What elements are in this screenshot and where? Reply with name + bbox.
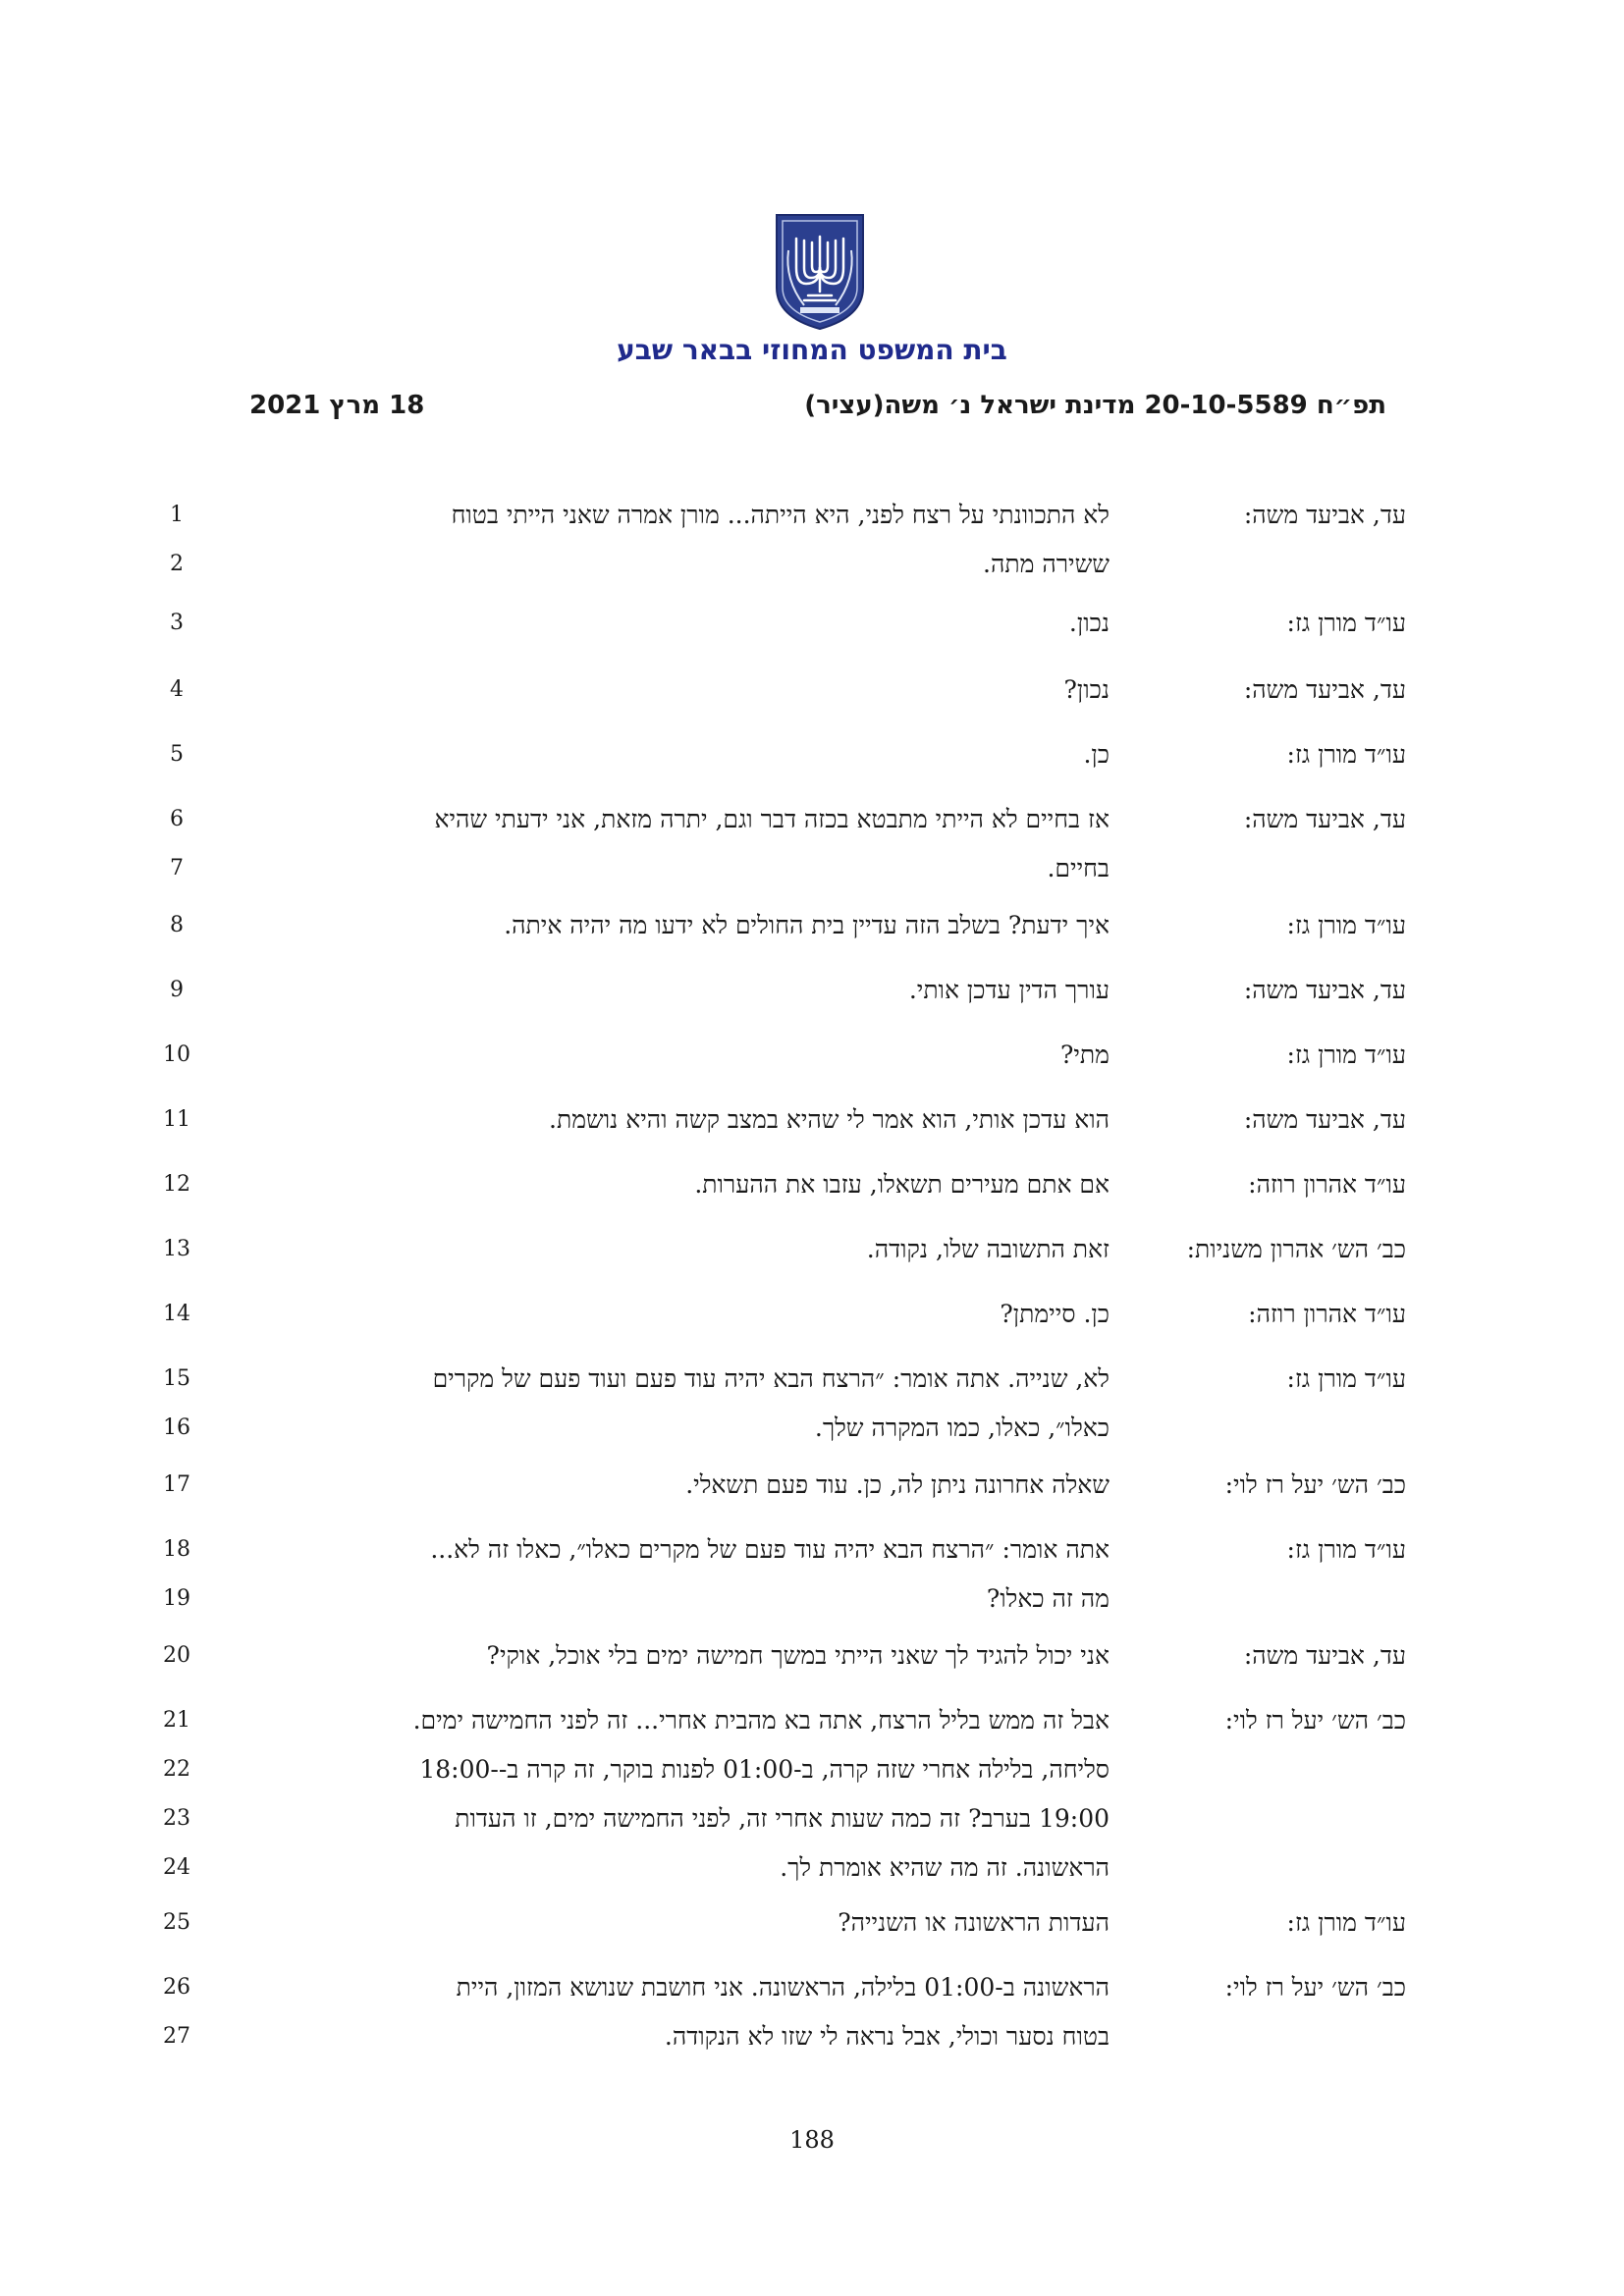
line-numbers xyxy=(147,1631,206,1681)
line-number: 16 xyxy=(163,1415,190,1440)
speech-text xyxy=(236,1963,1110,2061)
line-numbers xyxy=(147,1696,206,1893)
speech-line: לא, שנייה. אתה אומר: ״הרצח הבא יהיה עוד פעם ועוד פעם של מקרים xyxy=(432,1364,1110,1393)
speaker-name: כב׳ הש׳ יעל רז לוי: xyxy=(1224,1973,1406,2002)
speech-line: בטוח נסער וכולי, אבל נראה לי שזו לא הנקודה. xyxy=(664,2022,1110,2051)
speech-line: 19:00 בערב? זה כמה שעות אחרי זה, לפני החמישה ימים, זו העדות xyxy=(455,1804,1110,1833)
speaker-name: כב׳ הש׳ יעל רז לוי: xyxy=(1224,1706,1406,1735)
speech-line: זאת התשובה שלו, נקודה. xyxy=(866,1235,1110,1263)
speech-line: מה זה כאלו? xyxy=(986,1584,1110,1613)
speech-line: אתה אומר: ״הרצח הבא יהיה עוד פעם של מקרים כאלו״, כאלו זה לא... xyxy=(430,1535,1110,1564)
speech-line: סליחה, בלילה אחרי שזה קרה, ב-01:00 לפנות בוקר, זה קרה ב--18:00 xyxy=(419,1755,1110,1784)
line-number: 14 xyxy=(163,1302,190,1326)
line-number: 24 xyxy=(163,1855,190,1880)
court-name: בית המשפט המחוזי בבאר שבע xyxy=(617,334,1007,366)
speaker-name: עו״ד אהרון רוזה: xyxy=(1248,1170,1406,1199)
speech-text xyxy=(236,1160,1110,1209)
speech-text xyxy=(236,1631,1110,1681)
speaker-name: עד, אביעד משה: xyxy=(1243,675,1406,704)
line-numbers xyxy=(147,1225,206,1274)
line-number: 5 xyxy=(170,742,184,767)
speech-line: הוא עדכן אותי, הוא אמר לי שהיא במצב קשה והיא נושמת. xyxy=(549,1105,1110,1134)
line-number: 2 xyxy=(170,552,184,576)
speech-line: כן. xyxy=(1083,740,1110,769)
line-numbers xyxy=(147,1461,206,1510)
line-number: 19 xyxy=(163,1586,190,1611)
line-number: 11 xyxy=(163,1107,190,1132)
line-numbers xyxy=(147,666,206,715)
speech-text xyxy=(236,1461,1110,1510)
line-numbers xyxy=(147,1290,206,1339)
speech-line: הראשונה ב-01:00 בלילה, הראשונה. אני חושבת שנושא המזון, היית xyxy=(456,1973,1110,2002)
speaker-name: עו״ד מורן גז: xyxy=(1286,911,1406,939)
line-number: 1 xyxy=(170,503,184,527)
speech-line: כן. סיימתן? xyxy=(1000,1300,1110,1328)
speech-text xyxy=(236,1290,1110,1339)
speaker-name: עד, אביעד משה: xyxy=(1243,976,1406,1004)
speech-text xyxy=(236,795,1110,893)
speech-line: אז בחיים לא הייתי מתבטא בכזה דבר וגם, יתרה מזאת, אני ידעתי שהיא xyxy=(434,805,1110,833)
speech-text xyxy=(236,1696,1110,1893)
speaker-name: עד, אביעד משה: xyxy=(1243,1641,1406,1670)
speech-text xyxy=(236,666,1110,715)
speech-line: בחיים. xyxy=(1047,854,1110,882)
line-number: 20 xyxy=(163,1643,190,1668)
speech-line: אם אתם מעירים תשאלו, עזבו את ההערות. xyxy=(694,1170,1110,1199)
line-numbers xyxy=(147,795,206,893)
line-number: 26 xyxy=(163,1975,190,2000)
speaker-name: עו״ד מורן גז: xyxy=(1286,609,1406,637)
line-number: 10 xyxy=(163,1042,190,1067)
line-number: 23 xyxy=(163,1806,190,1831)
speech-text xyxy=(236,1525,1110,1624)
speech-text xyxy=(236,1225,1110,1274)
speech-line: ששירה מתה. xyxy=(983,550,1110,578)
speaker-name: עו״ד מורן גז: xyxy=(1286,740,1406,769)
speech-line: שאלה אחרונה ניתן לה, כן. עוד פעם תשאלי. xyxy=(685,1470,1110,1499)
line-number: 9 xyxy=(170,978,184,1002)
speaker-name: עו״ד מורן גז: xyxy=(1286,1535,1406,1564)
speech-line: אני יכול להגיד לך שאני הייתי במשך חמישה ימים בלי אוכל, אוקי? xyxy=(486,1641,1110,1670)
speech-text xyxy=(236,1031,1110,1080)
speaker-name: כב׳ הש׳ אהרון משניות: xyxy=(1186,1235,1406,1263)
speech-text xyxy=(236,491,1110,589)
line-number: 13 xyxy=(163,1237,190,1261)
speaker-name: עו״ד מורן גז: xyxy=(1286,1908,1406,1937)
speech-text xyxy=(236,966,1110,1015)
speaker-name: כב׳ הש׳ יעל רז לוי: xyxy=(1224,1470,1406,1499)
speaker-name: עד, אביעד משה: xyxy=(1243,1105,1406,1134)
speech-line: אבל זה ממש בליל הרצח, אתה בא מהבית אחרי... זה לפני החמישה ימים. xyxy=(412,1706,1110,1735)
line-numbers xyxy=(147,1031,206,1080)
line-number: 18 xyxy=(163,1537,190,1562)
speaker-name: עד, אביעד משה: xyxy=(1243,501,1406,529)
line-numbers xyxy=(147,599,206,648)
line-numbers xyxy=(147,491,206,589)
speech-text xyxy=(236,599,1110,648)
line-numbers xyxy=(147,1963,206,2061)
line-number: 3 xyxy=(170,611,184,635)
line-number: 17 xyxy=(163,1472,190,1497)
speaker-name: עד, אביעד משה: xyxy=(1243,805,1406,833)
speech-line: עורך הדין עדכן אותי. xyxy=(908,976,1110,1004)
line-numbers xyxy=(147,901,206,950)
speech-text xyxy=(236,1898,1110,1948)
speech-text xyxy=(236,1355,1110,1453)
hearing-date: 18 מרץ 2021 xyxy=(249,391,425,420)
line-numbers xyxy=(147,1898,206,1948)
line-number: 4 xyxy=(170,677,184,702)
line-number: 12 xyxy=(163,1172,190,1197)
line-numbers xyxy=(147,1525,206,1624)
speech-line: נכון? xyxy=(1063,675,1110,704)
speech-line: הראשונה. זה מה שהיא אומרת לך. xyxy=(780,1853,1110,1882)
line-number: 22 xyxy=(163,1757,190,1782)
speaker-name: עו״ד מורן גז: xyxy=(1286,1041,1406,1069)
speech-line: איך ידעת? בשלב הזה עדיין בית החולים לא ידעו מה יהיה איתה. xyxy=(504,911,1110,939)
page-number: 188 xyxy=(789,2126,835,2154)
speaker-name: עו״ד אהרון רוזה: xyxy=(1248,1300,1406,1328)
line-number: 25 xyxy=(163,1910,190,1935)
speaker-name: עו״ד מורן גז: xyxy=(1286,1364,1406,1393)
line-numbers xyxy=(147,730,206,779)
speech-line: נכון. xyxy=(1068,609,1110,637)
speech-line: כאלו״, כאלו, כמו המקרה שלך. xyxy=(814,1414,1110,1442)
line-numbers xyxy=(147,966,206,1015)
line-number: 27 xyxy=(163,2024,190,2049)
line-number: 7 xyxy=(170,856,184,881)
line-numbers xyxy=(147,1095,206,1145)
speech-line: לא התכוונתי על רצח לפני, היא הייתה... מורן אמרה שאני הייתי בטוח xyxy=(451,501,1110,529)
line-number: 21 xyxy=(163,1708,190,1733)
speech-line: מתי? xyxy=(1059,1041,1110,1069)
line-number: 15 xyxy=(163,1366,190,1391)
speech-text xyxy=(236,730,1110,779)
line-numbers xyxy=(147,1355,206,1453)
speech-line: העדות הראשונה או השנייה? xyxy=(838,1908,1110,1937)
line-number: 8 xyxy=(170,913,184,937)
line-number: 6 xyxy=(170,807,184,831)
speech-text xyxy=(236,901,1110,950)
line-numbers xyxy=(147,1160,206,1209)
case-title: תפ״ח 20-10-5589 מדינת ישראל נ׳ משה(עציר) xyxy=(804,391,1386,420)
speech-text xyxy=(236,1095,1110,1145)
